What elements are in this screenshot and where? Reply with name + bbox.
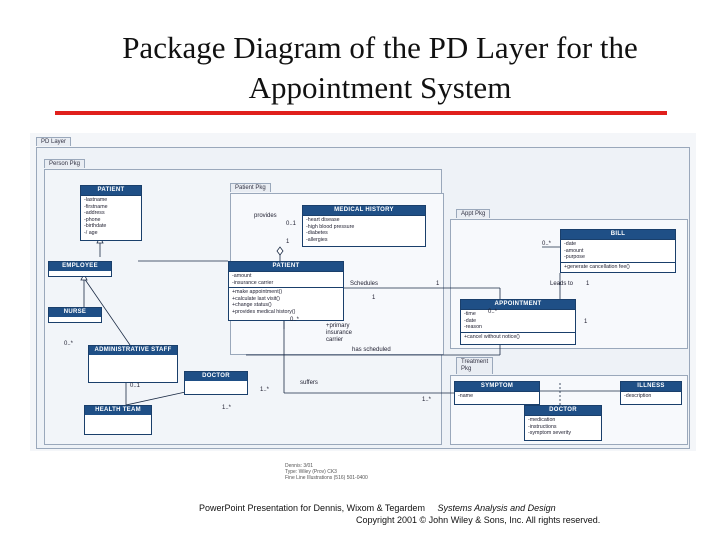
- doctor-health-line: [126, 391, 190, 405]
- class-attributes: [455, 391, 539, 401]
- attr: -phone: [84, 216, 101, 223]
- multiplicity: 0..*: [290, 317, 300, 323]
- slide-title: [60, 28, 700, 108]
- class-attributes: [81, 195, 141, 238]
- bill-class: [560, 229, 676, 273]
- class-header: BILL: [561, 230, 675, 239]
- attr: -date: [564, 241, 577, 247]
- person-pkg-tab: Person Pkg: [44, 159, 85, 168]
- slide-title-line2: Appointment System: [248, 70, 512, 105]
- attr: -diabetes: [306, 230, 328, 237]
- multiplicity: 1: [586, 281, 590, 287]
- footer-line1: [199, 503, 556, 513]
- patient-class: [228, 261, 344, 321]
- pd-layer-tab: PD Layer: [36, 137, 71, 146]
- class-header: PATIENT: [81, 186, 141, 195]
- multiplicity: 1: [584, 319, 588, 325]
- health-team-class: [84, 405, 152, 435]
- op: +provides medical history(): [232, 308, 296, 315]
- attr: -high blood pressure: [306, 223, 355, 230]
- attr: -allergies: [306, 236, 328, 243]
- class-operations: [229, 287, 343, 316]
- multiplicity: 0..*: [542, 241, 552, 247]
- leads-to-label: Leads to: [550, 281, 574, 287]
- op: +change status(): [232, 302, 272, 309]
- credit-line: Type: Wiley (Prov) CK3: [285, 469, 337, 475]
- attr: -date: [464, 317, 477, 324]
- symptom-class: [454, 381, 540, 405]
- treatment-pkg-label-1: Treatment: [461, 359, 489, 365]
- appt-pkg-tab: Appt Pkg: [456, 209, 490, 218]
- class-header: PATIENT: [229, 262, 343, 271]
- multiplicity: 0..1: [286, 221, 297, 227]
- footer-book-title: Systems Analysis and Design: [437, 503, 556, 513]
- class-header: ADMINISTRATIVE STAFF: [89, 346, 177, 355]
- package-diagram: [30, 133, 696, 451]
- patient-class-person: [80, 185, 142, 241]
- attr: -insurance carrier: [232, 279, 274, 286]
- role-label: insurance: [326, 330, 353, 336]
- class-header: DOCTOR: [185, 372, 247, 381]
- attr: -medication: [528, 417, 556, 423]
- attr: -lastname: [84, 197, 108, 203]
- class-operations: [461, 332, 575, 342]
- class-header: APPOINTMENT: [461, 300, 575, 309]
- employee-class: [48, 261, 112, 277]
- class-attributes: [461, 309, 575, 332]
- multiplicity: 1: [436, 281, 440, 287]
- multiplicity: 1..*: [222, 405, 232, 411]
- attr: -name: [458, 393, 474, 399]
- class-header: NURSE: [49, 308, 101, 317]
- title-underline: [55, 111, 667, 115]
- primary-insurance-label: [326, 323, 352, 344]
- class-header: DOCTOR: [525, 406, 601, 415]
- class-header: HEALTH TEAM: [85, 406, 151, 415]
- illustration-credits: [285, 463, 368, 481]
- op: +make appointment(): [232, 289, 283, 296]
- multiplicity: 0..1: [130, 383, 141, 389]
- medical-history-class: [302, 205, 426, 247]
- op: +generate cancellation fee(): [564, 263, 630, 270]
- multiplicity: 1..*: [422, 397, 432, 403]
- attr: -heart disease: [306, 217, 340, 223]
- class-header: MEDICAL HISTORY: [303, 206, 425, 215]
- credit-line: Dennis: 3/01: [285, 463, 314, 469]
- class-operations: [561, 262, 675, 272]
- attr: -amount: [232, 273, 252, 279]
- attr: -reason: [464, 324, 482, 331]
- provides-label: provides: [254, 213, 277, 219]
- class-header: ILLNESS: [621, 382, 681, 391]
- attr: -firstname: [84, 203, 108, 210]
- attr: -/ age: [84, 229, 98, 236]
- credit-line: Fine Line Illustrations (516) 501-0400: [285, 475, 368, 481]
- role-label: +primary: [326, 323, 350, 329]
- suffers-label: suffers: [300, 380, 318, 386]
- class-attributes: [303, 215, 425, 244]
- class-attributes: [525, 415, 601, 438]
- slide-title-line1: Package Diagram of the PD Layer for the: [122, 30, 638, 65]
- attr: -birthdate: [84, 223, 107, 230]
- composition-diamond: [277, 247, 283, 255]
- illness-class: [620, 381, 682, 405]
- multiplicity: 0..*: [488, 309, 498, 315]
- has-scheduled-label: has scheduled: [352, 347, 391, 353]
- footer-presentation-credit: PowerPoint Presentation for Dennis, Wixom & Tegardem: [199, 503, 425, 513]
- multiplicity: 1..*: [260, 387, 270, 393]
- patient-pkg-tab: Patient Pkg: [230, 183, 271, 192]
- multiplicity: 0..*: [64, 341, 74, 347]
- class-attributes: [229, 271, 343, 287]
- class-header: EMPLOYEE: [49, 262, 111, 271]
- administrative-staff-class: [88, 345, 178, 383]
- multiplicity: 1: [372, 295, 376, 301]
- doctor-class-person: [184, 371, 248, 395]
- attr: -symptom severity: [528, 430, 571, 437]
- multiplicity: 1: [286, 239, 290, 245]
- class-attributes: [561, 239, 675, 262]
- appointment-class: [460, 299, 576, 345]
- op: +cancel without notice(): [464, 333, 520, 340]
- relationship-lines: [30, 133, 696, 451]
- attr: -description: [624, 393, 652, 399]
- schedules-label: Schedules: [350, 281, 379, 287]
- class-attributes: [621, 391, 681, 401]
- treatment-pkg-label-2: Pkg: [461, 366, 472, 372]
- doctor-class-treatment: [524, 405, 602, 441]
- attr: -instructions: [528, 423, 557, 430]
- role-label: carrier: [326, 337, 344, 343]
- attr: -address: [84, 210, 105, 217]
- attr: -purpose: [564, 254, 585, 261]
- attr: -time: [464, 311, 476, 317]
- nurse-class: [48, 307, 102, 323]
- class-header: SYMPTOM: [455, 382, 539, 391]
- footer-copyright: Copyright 2001 © John Wiley & Sons, Inc. All rights reserved.: [356, 515, 601, 525]
- attr: -amount: [564, 247, 584, 254]
- op: +calculate last visit(): [232, 295, 280, 302]
